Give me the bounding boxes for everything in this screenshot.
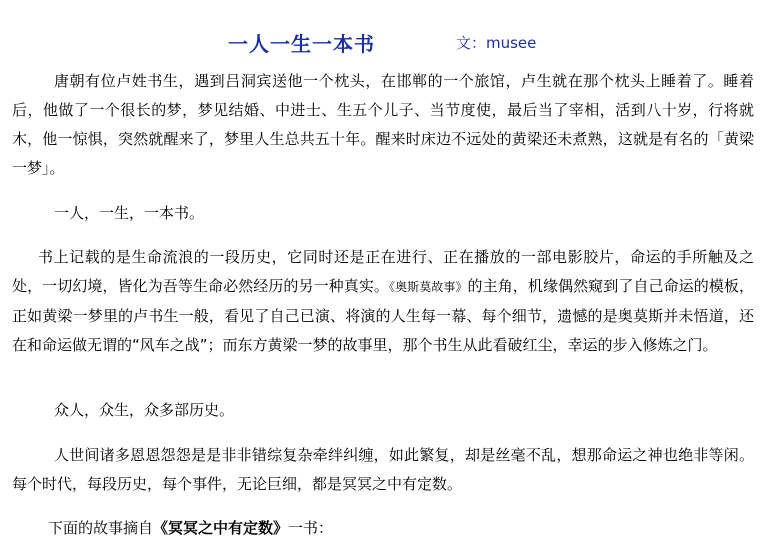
article-author: 文：musee [456,34,537,52]
paragraph-huangliang-story: 唐朝有位卢姓书生，遇到吕洞宾送他一个枕头，在邯郸的一个旅馆，卢生就在那个枕头上睡着了。睡着后，他做了一个很长的梦，梦见结婚、中进士、生五个儿子、当节度使，最后当了宰相，活到八十岁，行将就木，他一惊惧，突然就醒来了，梦里人生总共五十年。醒来时床边不远处的黄梁还未煮熟，这就是有名的「黄梁一梦」。 [12,72,754,177]
paragraph-fate: 人世间诸多恩恩怨怨是是非非错综复杂牵绊纠缠，如此繁复，却是丝毫不乱，想那命运之神也绝非等闲。每个时代，每段历史，每个事件，无论巨细，都是冥冥之中有定数。 [12,446,754,493]
paragraph-text: 一书： [288,519,334,537]
article-header [12,28,756,56]
paragraph-excerpt-intro [12,514,754,543]
article-title: 一人一生一本书 [228,32,375,56]
paragraph-book-of-destiny [12,243,754,360]
paragraph-text: 书上记载的是生命流浪的一段历史，它同时还是正在进行、正在播放的一部电影胶片，命运的手所触及之处，一切幻境，皆化为吾等生命必然经历的另一种真实。 [12,248,754,295]
paragraph-text: 的主角，机缘偶然窥到了自己命运的模板，正如黄梁一梦里的卢书生一般，看见了自己已演、将演的人生每一幕、每个细节，遗憾的是奥莫斯并未悟道，还在和命运做无谓的“风车之战”；而东方黄梁一梦的故事里，那个书生从此看破红尘，幸运的步入修炼之门。 [12,277,754,354]
paragraph-one-life-one-book: 一人，一生，一本书。 [54,204,205,222]
book-title-destiny: 《冥冥之中有定数》 [153,519,289,537]
book-title-osmo: 《奥斯莫故事》 [388,280,468,294]
paragraph-many-histories: 众人，众生，众多部历史。 [54,401,235,419]
paragraph-text: 下面的故事摘自 [48,519,154,537]
